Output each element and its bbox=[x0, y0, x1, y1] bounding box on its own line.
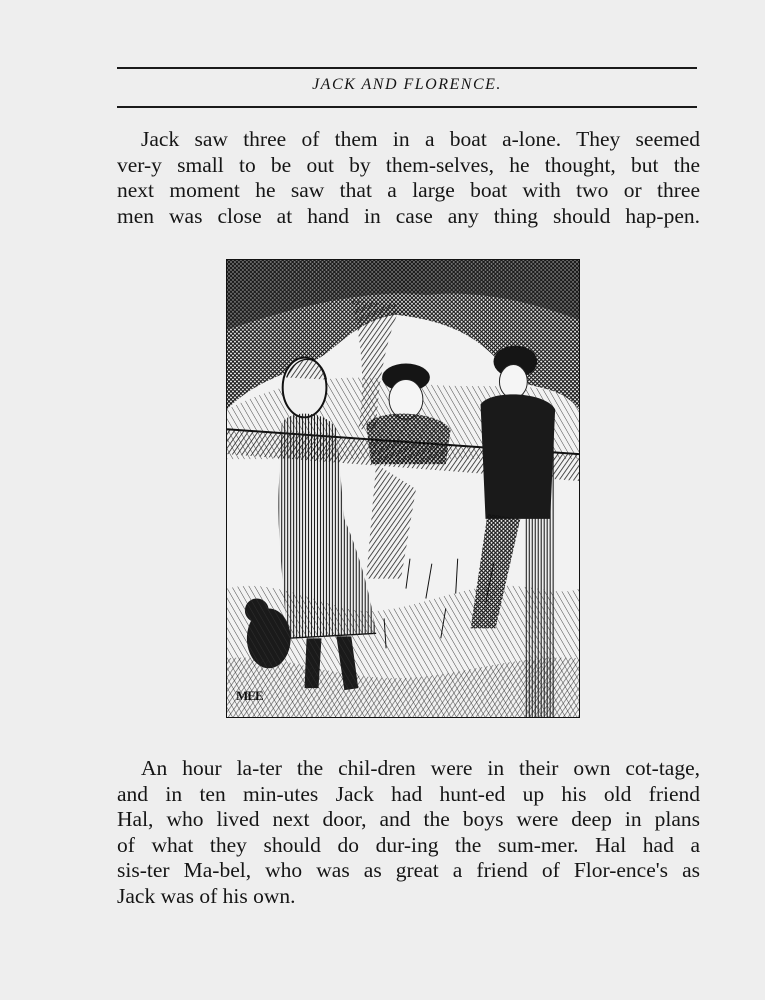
text-line: men was close at hand in case any thing should hap-pen. bbox=[117, 203, 700, 228]
engraving-illustration bbox=[226, 259, 580, 718]
text-line: Hal, who lived next door, and the boys were deep in plans bbox=[117, 807, 700, 831]
text-line: and in ten min-utes Jack had hunt-ed up his old friend bbox=[117, 781, 700, 806]
text-line: next moment he saw that a large boat with two or three bbox=[117, 178, 700, 202]
header-rule-bottom bbox=[117, 106, 697, 108]
paragraph-2 bbox=[117, 756, 700, 909]
text-line: ver-y small to be out by them-selves, he thought, but the bbox=[117, 152, 700, 177]
text-line: An hour la-ter the chil-dren were in their own cot-tage, bbox=[141, 756, 700, 780]
text-line: Jack saw three of them in a boat a-lone. They seemed bbox=[141, 127, 700, 151]
artist-monogram: MEE bbox=[236, 688, 263, 703]
text-line: Jack was of his own. bbox=[117, 883, 296, 908]
paragraph-1 bbox=[117, 127, 700, 229]
running-title: JACK AND FLORENCE. bbox=[312, 76, 502, 93]
header-rule-top bbox=[117, 67, 697, 69]
text-line: sis-ter Ma-bel, who was as great a friend of Flor-ence's as bbox=[117, 858, 700, 882]
illustration-drawing bbox=[227, 260, 579, 717]
text-line: of what they should do dur-ing the sum-mer. Hal had a bbox=[117, 832, 700, 857]
